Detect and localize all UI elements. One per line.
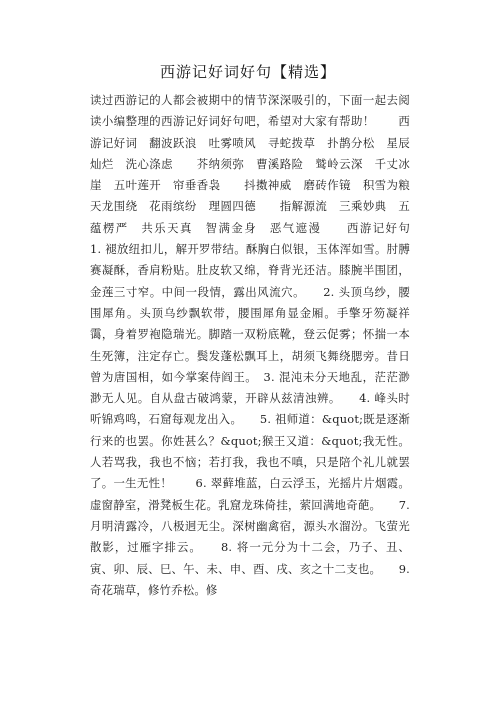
document-title: 西游记好词好句【精选】 [159, 63, 336, 81]
document-body: 读过西游记的人都会被期中的情节深深吸引的，下面一起去阅读小编整理的西游记好词好句吧，希望对大家有帮助！ 西游记好词 翻波跃浪 吐雾喷风 寻蛇拨草 扑鹊分松 星辰灿烂 洗心涤虑 芥纳须弥 曹溪路险 鹫岭云深 千丈冰崖 五叶莲开 帘垂香袅 抖擞神威 磨砖作镜 积雪为粮 天龙围绕 花雨缤纷 理圆四德 指解源流 三乘妙典 五蕴楞严 共乐天真 智满金身 恶气遮漫 西游记好句 1. 褪放纽扣儿，解开罗带结。酥胸白似银，玉体浑如雪。肘膊赛凝酥，香肩粉贴。肚皮软又绵，脊背光还洁。膝腕半围团，金莲三寸窄。中间一段情，露出风流穴。 2. 头顶乌纱，腰围犀角。头顶乌纱飘软带，腰围犀角显金厢。手擎牙笏凝祥霭，身着罗袍隐瑞光。脚踏一双粉底靴，登云促雾；怀揣一本生死簿，注定存亡。鬓发蓬松飘耳上，胡须飞舞绕腮旁。昔日曾为唐国相，如今掌案侍阎王。 3. 混沌未分天地乱，茫茫渺渺无人见。自从盘古破鸿蒙，开辟从兹清浊辨。 4. 峰头时听锦鸡鸣，石窟每观龙出入。 5. 祖师道：&quot;既是逐渐行来的也罢。你姓甚么？&quot;猴王又道：&quot;我无性。人若骂我，我也不恼；若打我，我也不嗔，只是陪个礼儿就罢了。一生无性！ 6. 翠藓堆蓝，白云浮玉，光摇片片烟霞。虚窗静室，滑凳板生花。乳窟龙珠倚挂，萦回满地奇葩。 7. 月明清露冷，八极迥无尘。深树幽禽宿，源头水溜汾。飞萤光散影，过雁字排云。 8. 将一元分为十二会，乃子、丑、寅、卯、辰、巳、午、未、申、酉、戌、亥之十二支也。 9. 奇花瑞草，修竹乔松。修 [90, 93, 434, 597]
